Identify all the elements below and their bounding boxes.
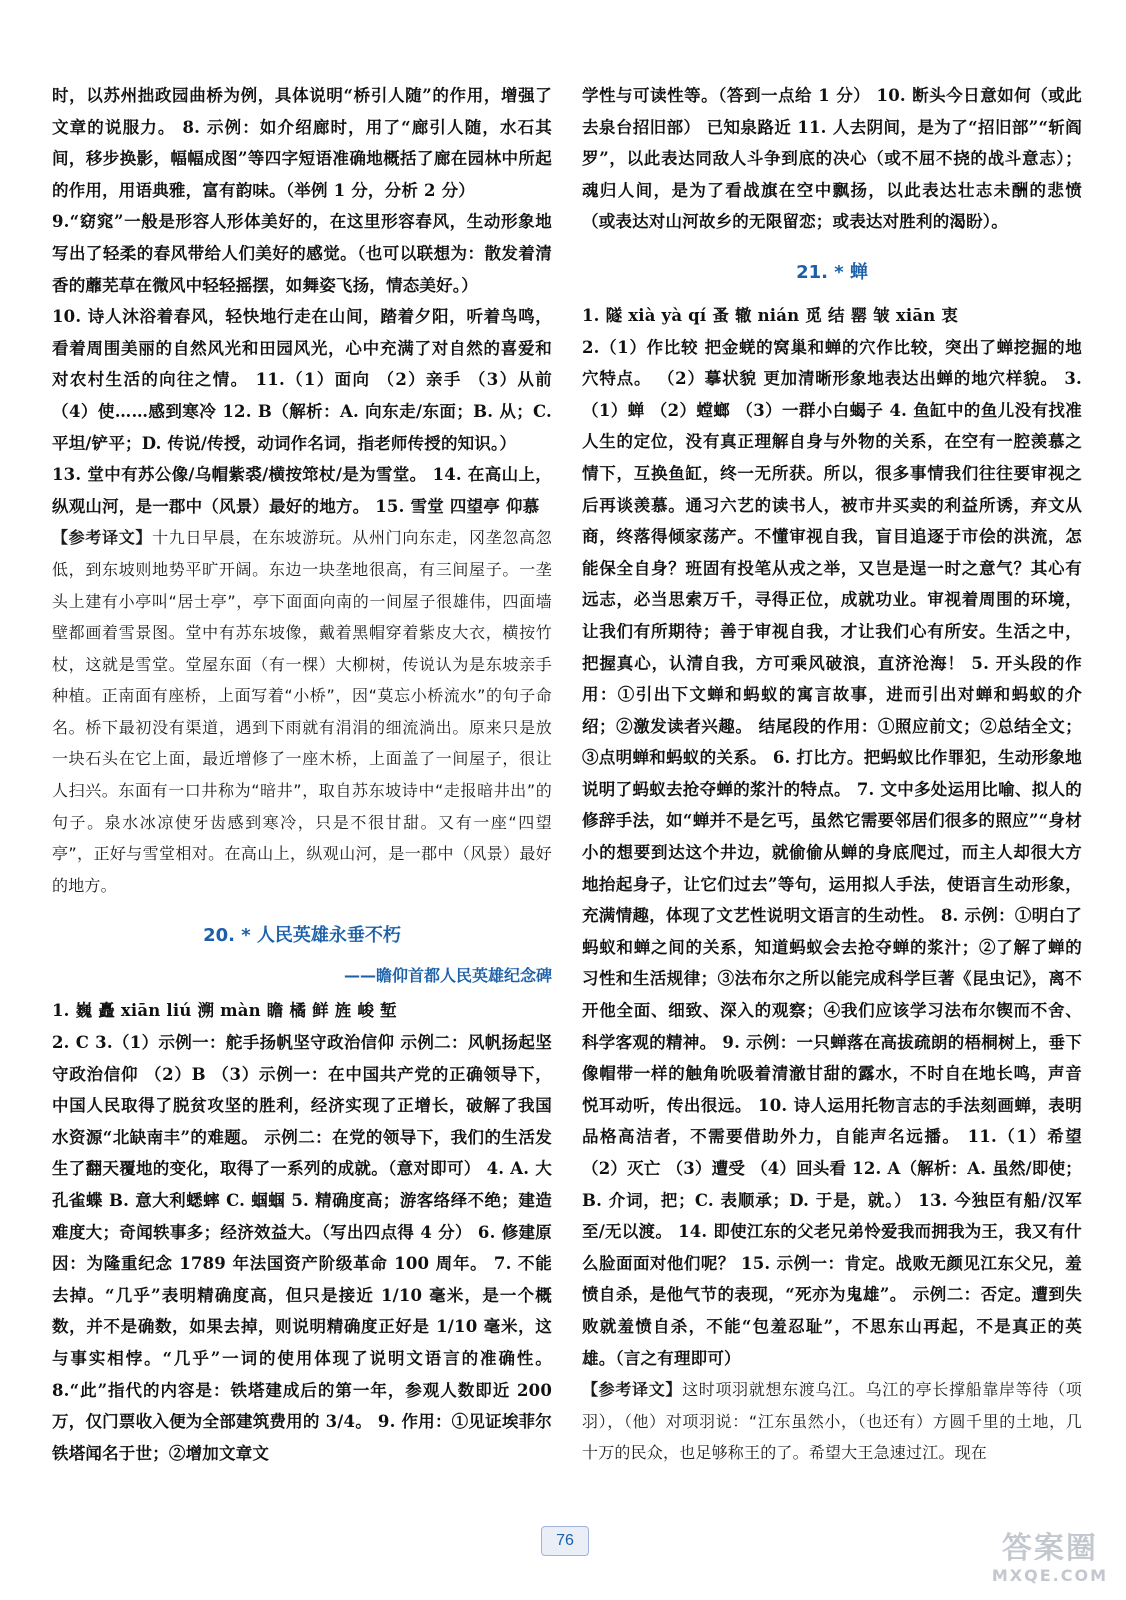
left-answer-para-1: 时，以苏州拙政园曲桥为例，具体说明“桥引人随”的作用，增强了文章的说服力。 8. 示例：如介绍廊时，用了“廊引人随，水石其间，移步换影，幅幅成图”等四字短语准确地概括了廊在园林中所起的作用，用语典雅，富有韵味。（举例 1 分，分析 2 分） <box>52 86 552 200</box>
right-answer-para-2: 1. 隧 xià yà qí 蚤 辙 nián 觅 结 罂 皱 xiān 衷 <box>582 305 959 325</box>
watermark-logo-text: 答案圈 <box>1001 1531 1098 1566</box>
left-column <box>52 80 552 1469</box>
left-answer-para-3: 10. 诗人沐浴着春风，轻快地行走在山间，踏着夕阳，听着鸟鸣，看着周围美丽的自然风光和田园风光，心中充满了对自然的喜爱和对农村生活的向往之情。 11.（1）面向 （2）亲手 （3）从前 （4）使……感到寒冷 12. B（解析：A. 向东走/东面；B. 从；C. 平坦/铲平；D. 传说/传授，动词作名词，指老师传授的知识。） <box>52 307 552 453</box>
section-20-title: 20. * 人民英雄永垂不朽 <box>203 925 401 947</box>
section-20-subtitle: ——瞻仰首都人民英雄纪念碑 <box>343 966 552 986</box>
right-reference-translation <box>582 1374 1082 1469</box>
reference-translation-label: 【参考译文】 <box>52 528 153 548</box>
section-21-title: 21. * 蝉 <box>796 261 868 283</box>
site-watermark <box>992 1532 1108 1586</box>
left-reference-translation <box>52 522 552 901</box>
right-answer-para-3: 2.（1）作比较 把金蜣的窝巢和蝉的穴作比较，突出了蝉挖掘的地穴特点。 （2）摹状貌 更加清晰形象地表达出蝉的地穴样貌。 3.（1）蝉 （2）螳螂 （3）一群小白蝎子 4. 鱼缸中的鱼儿没有找准人生的定位，没有真正理解自身与外物的关系，在空有一腔羡慕之情下，互换鱼缸，终一无所获。所以，很多事情我们往往要审视之后再谈羡慕。通习六艺的读书人，被市井买卖的利益所诱，弃文从商，终落得倾家荡产。不懂审视自我，盲目追逐于市侩的洪流，怎能保全自身？班固有投笔从戎之举，又岂是逞一时之意气？其心有远志，必当思索万千，寻得正位，成就功业。审视着周围的环境，让我们有所期待；善于审视自我，才让我们心有所安。生活之中，把握真心，认清自我，方可乘风破浪，直济沧海！ 5. 开头段的作用：①引出下文蝉和蚂蚁的寓言故事，进而引出对蝉和蚂蚁的介绍；②激发读者兴趣。 结尾段的作用：①照应前文；②总结全文；③点明蝉和蚂蚁的关系。 6. 打比方。把蚂蚁比作罪犯，生动形象地说明了蚂蚁去抢夺蝉的浆汁的特点。 7. 文中多处运用比喻、拟人的修辞手法，如“蝉并不是乞丐，虽然它需要邻居们很多的照应”“身材小的想要到达这个井边，就偷偷从蝉的身底爬过，而主人却很大方地抬起身子，让它们过去”等句，运用拟人手法，使语言生动形象，充满情趣，体现了文艺性说明文语言的生动性。 8. 示例：①明白了蚂蚁和蝉之间的关系，知道蚂蚁会去抢夺蝉的浆汁；②了解了蝉的习性和生活规律；③法布尔之所以能完成科学巨著《昆虫记》，离不开他全面、细致、深入的观察；④我们应该学习法布尔锲而不舍、科学客观的精神。 9. 示例：一只蝉落在高拔疏朗的梧桐树上，垂下像帽带一样的触角吮吸着清澈甘甜的露水，不时自在地长鸣，声音悦耳动听，传出很远。 10. 诗人运用托物言志的手法刻画蝉，表明品格高洁者，不需要借助外力，自能声名远播。 11.（1）希望 （2）灭亡 （3）遭受 （4）回头看 12. A（解析：A. 虽然/即使；B. 介词，把；C. 表顺承；D. 于是，就。） 13. 今独臣有船/汉军至/无以渡。 14. 即使江东的父老兄弟怜爱我而拥我为王，我又有什么脸面面对他们呢？ 15. 示例一：肯定。战败无颜见江东父兄，羞愤自杀，是他气节的表现，“死亦为鬼雄”。 示例二：否定。遭到失败就羞愤自杀，不能“包羞忍耻”，不思东山再起，不是真正的英雄。（言之有理即可） <box>582 337 1082 1368</box>
left-answer-para-4: 13. 堂中有苏公像/乌帽紫裘/横按筇杖/是为雪堂。 14. 在高山上，纵观山河，是一郡中（风景）最好的地方。 15. 雪堂 四望亭 仰慕 <box>52 465 552 516</box>
reference-translation-label: 【参考译文】 <box>582 1380 683 1400</box>
right-answer-para-1: 学性与可读性等。（答到一点给 1 分） 10. 断头今日意如何（或此去泉台招旧部） 已知泉路近 11. 人去阴间，是为了“招旧部”“斩阎罗”，以此表达同敌人斗争到底的决心（或不屈不挠的战斗意志）；魂归人间，是为了看战旗在空中飘扬，以此表达壮志未酬的悲愤（或表达对山河故乡的无限留恋；或表达对胜利的渴盼）。 <box>582 86 1082 232</box>
left-answer-para-6: 2. C 3.（1）示例一：舵手扬帆坚守政治信仰 示例二：风帆扬起坚守政治信仰 （2）B （3）示例一：在中国共产党的正确领导下，中国人民取得了脱贫攻坚的胜利，经济实现了正增长，破解了我国水资源“北缺南丰”的难题。 示例二：在党的领导下，我们的生活发生了翻天覆地的变化，取得了一系列的成就。（意对即可） 4. A. 大孔雀蝶 B. 意大利蟋蟀 C. 蝈蝈 5. 精确度高；游客络绎不绝；建造难度大；奇闻轶事多；经济效益大。（写出四点得 4 分） 6. 修建原因：为隆重纪念 1789 年法国资产阶级革命 100 周年。 7. 不能去掉。“几乎”表明精确度高，但只是接近 1/10 毫米，是一个概数，并不是确数，如果去掉，则说明精确度正好是 1/10 毫米，这与事实相悖。“几乎”一词的使用体现了说明文语言的准确性。 8.“此”指代的内容是：铁塔建成后的第一年，参观人数即近 200 万，仅门票收入便为全部建筑费用的 3/4。 9. 作用：①见证埃菲尔铁塔闻名于世；②增加文章文 <box>52 1033 552 1463</box>
right-column <box>582 80 1082 1469</box>
reference-translation-text: 这时项羽就想东渡乌江。乌江的亭长撑船靠岸等待（项羽），（他）对项羽说：“江东虽然小，（也还有）方圆千里的土地，几十万的民众，也足够称王的了。希望大王急速过江。现在 <box>582 1380 1082 1463</box>
left-answer-para-5: 1. 巍 矗 xiān liú 溯 màn 瞻 橘 鲜 旌 峻 堑 <box>52 1001 397 1021</box>
reference-translation-text: 十九日早晨，在东坡游玩。从州门向东走，冈垄忽高忽低，到东坡则地势平旷开阔。东边一块垄地很高，有三间屋子。一垄头上建有小亭叫“居士亭”，亭下面面向南的一间屋子很雄伟，四面墙壁都画着雪景图。堂中有苏东坡像，戴着黑帽穿着紫皮大衣，横按竹杖，这就是雪堂。堂屋东面（有一棵）大柳树，传说认为是东坡亲手种植。正南面有座桥，上面写着“小桥”，因“莫忘小桥流水”的句子命名。桥下最初没有渠道，遇到下雨就有涓涓的细流淌出。原来只是放一块石头在它上面，最近增修了一座木桥，上面盖了一间屋子，很让人扫兴。东面有一口井称为“暗井”，取自苏东坡诗中“走报暗井出”的句子。泉水冰凉使牙齿感到寒冷，只是不很甘甜。又有一座“四望亭”，正好与雪堂相对。在高山上，纵观山河，是一郡中（风景）最好的地方。 <box>52 528 552 895</box>
watermark-url: MXQE.COM <box>991 1566 1108 1585</box>
page-number: 76 <box>541 1526 589 1556</box>
left-answer-para-2: 9.“窈窕”一般是形容人形体美好的，在这里形容春风，生动形象地写出了轻柔的春风带给人们美好的感觉。（也可以联想为：散发着清香的蘼芜草在微风中轻轻摇摆，如舞姿飞扬，情态美好。） <box>52 212 552 295</box>
